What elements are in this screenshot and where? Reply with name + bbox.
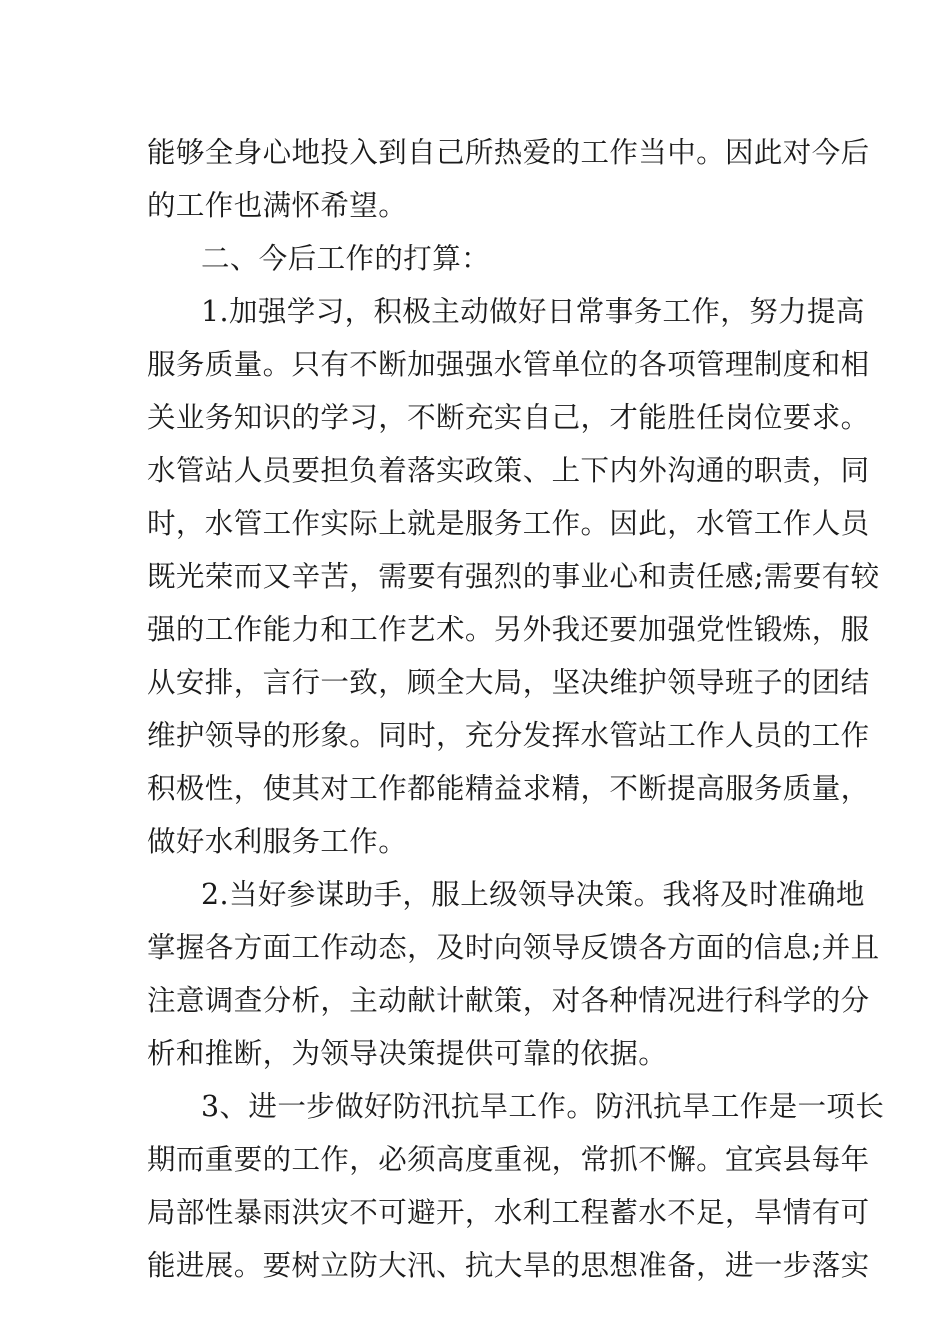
text-line: 的工作也满怀希望。 [147, 189, 408, 222]
document-body [147, 126, 885, 1292]
text-line: 能进展。要树立防大汛、抗大旱的思想准备，进一步落实 [147, 1249, 870, 1282]
text-line: 期而重要的工作，必须高度重视，常抓不懈。宜宾县每年 [147, 1143, 870, 1176]
text-line: 做好水利服务工作。 [147, 825, 408, 858]
text-line: 能够全身心地投入到自己所热爱的工作当中。因此对今后 [147, 136, 870, 169]
text-line: 水管站人员要担负着落实政策、上下内外沟通的职责，同 [147, 454, 870, 487]
text-line: 局部性暴雨洪灾不可避开，水利工程蓄水不足，旱情有可 [147, 1196, 870, 1229]
text-line: 掌握各方面工作动态，及时向领导反馈各方面的信息;并且 [147, 931, 880, 964]
text-line: 1.加强学习，积极主动做好日常事务工作，努力提高 [201, 295, 865, 328]
text-line: 既光荣而又辛苦，需要有强烈的事业心和责任感;需要有较 [147, 560, 880, 593]
text-line: 注意调查分析，主动献计献策，对各种情况进行科学的分 [147, 984, 870, 1017]
text-line: 关业务知识的学习，不断充实自己，才能胜任岗位要求。 [147, 401, 870, 434]
text-line: 二、今后工作的打算： [201, 242, 491, 275]
text-line: 时，水管工作实际上就是服务工作。因此，水管工作人员 [147, 507, 870, 540]
text-line: 析和推断，为领导决策提供可靠的依据。 [147, 1037, 668, 1070]
text-line: 积极性，使其对工作都能精益求精，不断提高服务质量， [147, 772, 870, 805]
text-line: 从安排，言行一致，顾全大局，坚决维护领导班子的团结 [147, 666, 870, 699]
text-line: 3、进一步做好防汛抗旱工作。防汛抗旱工作是一项长 [201, 1090, 885, 1123]
text-line: 2.当好参谋助手，服上级领导决策。我将及时准确地 [201, 878, 865, 911]
text-line: 维护领导的形象。同时，充分发挥水管站工作人员的工作 [147, 719, 870, 752]
text-line: 服务质量。只有不断加强强水管单位的各项管理制度和相 [147, 348, 870, 381]
text-line: 强的工作能力和工作艺术。另外我还要加强党性锻炼，服 [147, 613, 870, 646]
